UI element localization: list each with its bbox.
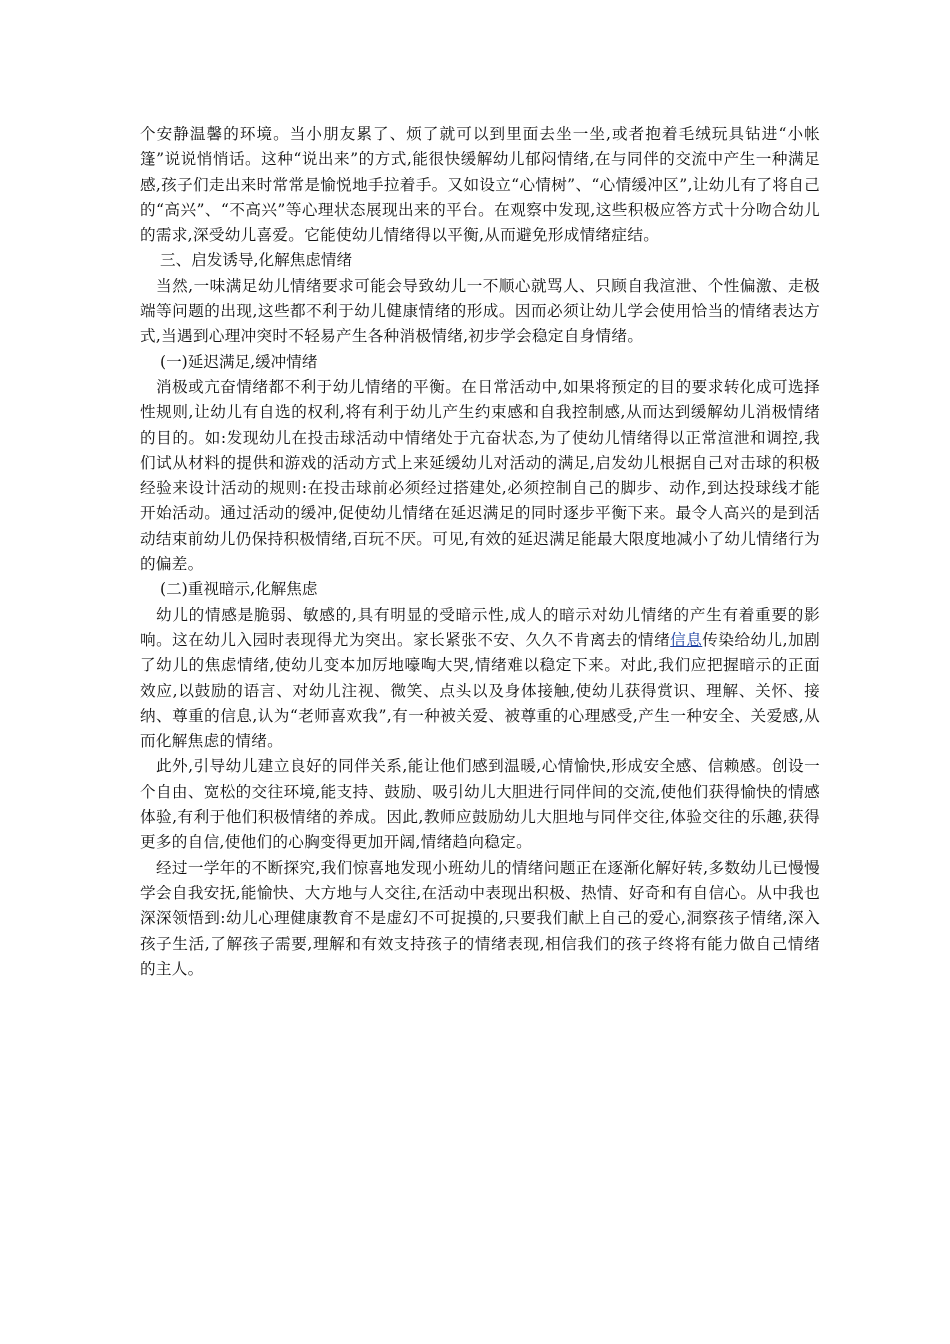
info-link[interactable]: 信息 xyxy=(670,630,703,649)
paragraph-continued: 个安静温馨的环境。当小朋友累了、烦了就可以到里面去坐一坐,或者抱着毛绒玩具钻进“小帐篷”说说悄悄话。这种“说出来”的方式,能很快缓解幼儿郁闷情绪,在与同伴的交流中产生一种满足感,孩子们走出来时常常是愉悦地手拉着手。又如设立“心情树”、“心情缓冲区”,让幼儿有了将自己的“高兴”、“不高兴”等心理状态展现出来的平台。在观察中发现,这些积极应答方式十分吻合幼儿的需求,深受幼儿喜爱。它能使幼儿情绪得以平衡,从而避免形成情绪症结。 xyxy=(140,125,820,245)
paragraph-suggestion-end: 传染给幼儿,加剧了幼儿的焦虑情绪,使幼儿变本加厉地嚎啕大哭,情绪难以稳定下来。对此,我们应把握暗示的正面效应,以鼓励的语言、对幼儿注视、微笑、点头以及身体接触,使幼儿获得赏识、理解、关怀、接纳、尊重的信息,认为“老师喜欢我”,有一种被关爱、被尊重的心理感受,产生一种安全、关爱感,从而化解焦虑的情绪。 xyxy=(140,630,821,751)
subsection-heading-2: (二)重视暗示,化解焦虑 xyxy=(160,580,318,599)
paragraph-peer-relations: 此外,引导幼儿建立良好的同伴关系,能让他们感到温暖,心情愉快,形成安全感、信赖感。创设一个自由、宽松的交往环境,能支持、鼓励、吸引幼儿大胆进行同伴间的交流,使他们获得愉快的情感体验,有利于他们积极情绪的养成。因此,教师应鼓励幼儿大胆地与同伴交往,体验交往的乐趣,获得更多的自信,使他们的心胸变得更加开阔,情绪趋向稳定。 xyxy=(140,757,820,852)
paragraph-intro: 当然,一味满足幼儿情绪要求可能会导致幼儿一不顺心就骂人、只顾自我渲泄、个性偏激、走极端等问题的出现,这些都不利于幼儿健康情绪的形成。因而必须让幼儿学会使用恰当的情绪表达方式,当遇到心理冲突时不轻易产生各种消极情绪,初步学会稳定自身情绪。 xyxy=(140,276,820,346)
paragraph-suggestion-start: 幼儿的情感是脆弱、敏感的,具有明显的受暗示性,成人的暗示对幼儿情绪的产生有着重要的影响。这在幼儿入园时表现得尤为突出。家长紧张不安、久久不肯离去的情绪 xyxy=(140,605,820,649)
document-body xyxy=(140,122,820,982)
paragraph-delayed-gratification: 消极或亢奋情绪都不利于幼儿情绪的平衡。在日常活动中,如果将预定的目的要求转化成可选择性规则,让幼儿有自选的权利,将有利于幼儿产生约束感和自我控制感,从而达到缓解幼儿消极情绪的目的。如:发现幼儿在投击球活动中情绪处于亢奋状态,为了使幼儿情绪得以正常渲泄和调控,我们试从材料的提供和游戏的活动方式上来延缓幼儿对活动的满足,启发幼儿根据自己对击球的积极经验来设计活动的规则:在投击球前必须经过搭建处,必须控制自己的脚步、动作,到达投球线才能开始活动。通过活动的缓冲,促使幼儿情绪在延迟满足的同时逐步平衡下来。最令人高兴的是到活动结束前幼儿仍保持积极情绪,百玩不厌。可见,有效的延迟满足能最大限度地减小了幼儿情绪行为的偏差。 xyxy=(140,377,820,574)
paragraph-conclusion: 经过一学年的不断探究,我们惊喜地发现小班幼儿的情绪问题正在逐渐化解好转,多数幼儿已慢慢学会自我安抚,能愉快、大方地与人交往,在活动中表现出积极、热情、好奇和有自信心。从中我也深深领悟到:幼儿心理健康教育不是虚幻不可捉摸的,只要我们献上自己的爱心,洞察孩子情绪,深入孩子生活,了解孩子需要,理解和有效支持孩子的情绪表现,相信我们的孩子终将有能力做自己情绪的主人。 xyxy=(140,858,820,978)
subsection-heading-1: (一)延迟满足,缓冲情绪 xyxy=(160,352,318,371)
paragraph-suggestion xyxy=(140,603,820,755)
section-heading-3: 三、启发诱导,化解焦虑情绪 xyxy=(160,251,353,270)
